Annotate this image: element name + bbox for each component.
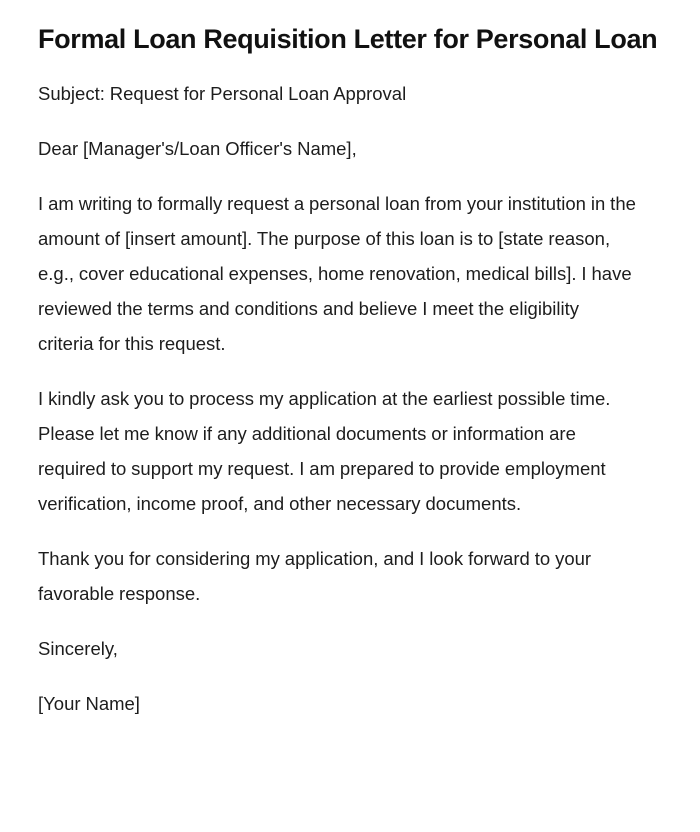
body-paragraph-2: I kindly ask you to process my application at the earliest possible time. Please let me know if any additional documents or information are required to support my request. I am prepared to provide employment verification, income proof, and other necessary documents. (38, 388, 611, 514)
closing-salutation: Sincerely, (38, 638, 118, 659)
body-paragraph-1: I am writing to formally request a personal loan from your institution in the amount of [insert amount]. The purpose of this loan is to [state reason, e.g., cover educational expenses, home renovation, medical bills]. I have reviewed the terms and conditions and believe I meet the eligibility criteria for this request. (38, 193, 636, 354)
salutation: Dear [Manager's/Loan Officer's Name], (38, 138, 357, 159)
signature-name: [Your Name] (38, 693, 140, 714)
subject-line: Subject: Request for Personal Loan Approval (38, 83, 407, 104)
page-title: Formal Loan Requisition Letter for Personal Loan (38, 24, 658, 54)
body-paragraph-3: Thank you for considering my application, and I look forward to your favorable response. (38, 548, 592, 604)
